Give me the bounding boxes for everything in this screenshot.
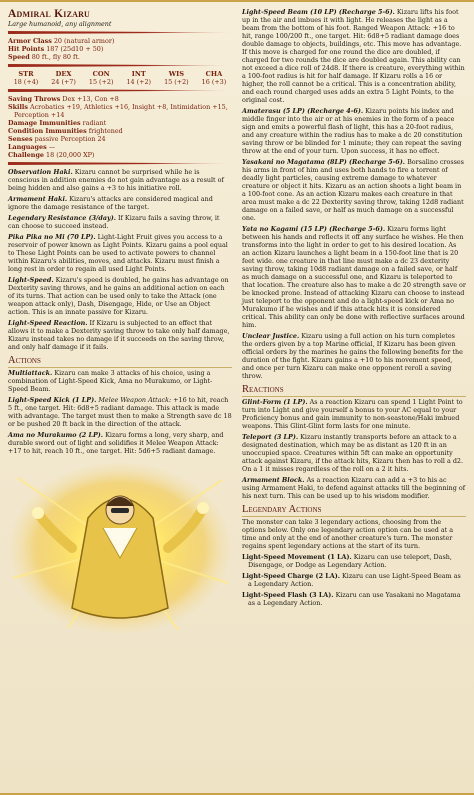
reaction: Armament Block. As a reaction Kizaru can add a +3 to his ac using Armament Haki, to defend against attacks till the beginning of his next turn. This can be used up to his wisdom modifier. — [242, 476, 466, 500]
ability-scores — [8, 70, 232, 86]
action: Yata no Kagami (15 LP) (Recharge 5-6). Kizaru forms light between his hands and reflects it off any surface he wishes. He then transforms into the light in order to get to his desired location. As an action Kizaru launches a light beam in a 150-foot line that is 20 feet wide. one creature in that line must make a dc 23 dexterity saving throw, taking 10d8 radiant damage on a failed save, or half as much damage on a successful one, and Kizaru is teleported to that location. The creature also has to make a dc 20 strength save or be knocked prone. Instead of attacking Kizaru can choose to instead just teleport to the opponent and do a light-speed kick or Ama no Murakumo if he wishes and if this attack hits it is considered critical. This ability can only be done with reflective surfaces around him. — [242, 225, 466, 329]
speed-label: Speed — [8, 53, 30, 61]
reactions — [242, 398, 466, 500]
legendary-action: Light-Speed Flash (3 LA). Kizaru can use Yasakani no Magatama as a Legendary Action. — [242, 591, 461, 607]
monster-name: Admiral Kizaru — [8, 8, 91, 20]
divider — [8, 162, 232, 165]
legendary-intro: The monster can take 3 legendary actions, choosing from the options below. Only one legendary action option can be used at a time and only at the end of another creature's turn. The monster regains spent legendary actions at the start of its turn. — [242, 518, 454, 550]
speed-value: 80 ft., fly 80 ft. — [31, 53, 80, 61]
left-column — [8, 8, 232, 793]
armor-class-label: Armor Class — [8, 37, 52, 45]
basic-stats — [8, 37, 232, 61]
traits — [8, 168, 232, 351]
action: Yasakani no Magatama (8LP) (Recharge 5-6). Borsalino crosses his arms in front of him and uses both hands to fire a torrent of deadly light particles, causing extreme damage to whatever creature or object it hits. Kizaru as an action shoots a light beam in a 100-foot cone. As an action Kizaru makes each creature in that area must make a dc 22 Dexterity saving throw, taking 12d8 radiant damage on a failed save, or half as much damage on a successful one. — [242, 158, 464, 222]
action: Amaterasu (5 LP) (Recharge 4-6). Kizaru points his index and middle finger into the air or at his enemies in the form of a peace sign and emits a powerful flash of light, this has a 20-foot radius, and any creature within the radius has to make a dc 20 constitution saving throw or be blinded for 1 minute; they can repeat the saving throw at the end of your turn. Upon success, it has no effect. — [242, 107, 463, 155]
reaction: Glint-Form (1 LP). As a reaction Kizaru can spend 1 Light Point to turn into Light and give yourself a bonus to your AC equal to your Proficiency bonus and gain immunity to non-seastone/Haki imbued weapons. This Glint-Glint form lasts for one minute. — [242, 398, 463, 430]
kizaru-light-art — [8, 458, 232, 633]
ability-dex: DEX 24 (+7) — [51, 70, 76, 86]
armor-class-value: 20 (natural armor) — [53, 37, 115, 45]
legendary-action: Light-Speed Charge (2 LA). Kizaru can use Light-Speed Beam as a Legendary Action. — [242, 572, 461, 588]
divider — [8, 89, 232, 92]
actions-heading: Actions — [8, 355, 232, 368]
monster-type: Large humanoid, any alignment — [8, 20, 112, 28]
reaction: Teleport (3 LP). Kizaru instantly transports before an attack to a designated destination, which may be as distant as 120 ft in an unoccupied space. Creatures within 5ft can make an opportunity attack against Kizaru, if the attack hits, Kizaru then has to roll a d2. On a 1 it misses regardless of the roll on a 2 it hits. — [242, 433, 464, 473]
trait: Observation Haki. Kizaru cannot be surprised while he is conscious in addition enemies do not gain advantage as a result of being hidden and also gains a +3 to his initiative roll. — [8, 168, 224, 192]
action: Unclear Justice. Kizaru using a full action on his turn completes the orders given by a top Marine official, If Kizaru has been given official orders by the marines he gains the following benefits for the duration of the fight. Kizaru gains a +10 to his movement speed, and once per turn Kizaru can make one opponent reroll a saving throw. — [242, 332, 463, 380]
trait: Legendary Resistance (3/day). If Kizaru fails a saving throw, it can choose to succeed instead. — [8, 214, 220, 230]
action: Ama no Murakumo (2 LP). Kizaru forms a long, very sharp, and durable sword out of light and solidifies it Melee Weapon Attack: +17 to hit, reach 10 ft., one target. Hit: 5d6+5 radiant damage. — [8, 431, 224, 455]
character-illustration — [8, 458, 232, 633]
legendary-actions-heading: Legendary Actions — [242, 504, 466, 517]
ability-con: CON 15 (+2) — [88, 70, 114, 86]
ability-int: INT 14 (+2) — [126, 70, 152, 86]
action: Multiattack. Kizaru can make 3 attacks of his choice, using a combination of Light-Speed Kick, Ama no Murakumo, or Light-Speed Beam. — [8, 369, 213, 393]
ability-wis: WIS 15 (+2) — [164, 70, 189, 86]
properties: Saving Throws Dex +13, Con +8 Skills Acrobatics +19, Athletics +16, Insight +8, Intimidation +15, Perception +14 Damage Immunities radiant Condition Immunities frightened Senses passive Perception 24 Languages — Challenge 18 (20,000 XP) — [8, 95, 228, 159]
divider — [8, 64, 232, 67]
trait: Armament Haki. Kizaru's attacks are considered magical and ignore the damage resistance of the target. — [8, 195, 213, 211]
ability-str: STR 18 (+4) — [13, 70, 39, 86]
hit-points-value: 187 (25d10 + 50) — [46, 45, 104, 53]
trait: Light-Speed. Kizaru's speed is doubled, he gains has advantage on Dexterity saving throws, and he gains an additional action on each of its turns. That action can be used only to take the Attack (one weapon attack only), Dash, Disengage, Hide, or Use an Object action. This is an innate passive for Kizaru. — [8, 276, 229, 316]
trait: Light-Speed Reaction. If Kizaru is subjected to an effect that allows it to make a Dexterity saving throw to take only half damage, Kizaru instead takes no damage if it succeeds on the saving throw, and only half damage if it fails. — [8, 319, 230, 351]
legendary-actions — [242, 518, 466, 607]
reactions-heading: Reactions — [242, 384, 466, 397]
actions-continued — [242, 8, 466, 380]
action: Light-Speed Beam (10 LP) (Recharge 5-6). Kizaru lifts his foot up in the air and imbues it with light. He releases the light as a beam from the bottom of his foot. Ranged Weapon Attack: +16 to hit, range 100/200 ft., one target. Hit: 6d8+5 radiant damage does double damage to objects, buildings, etc. This move has advantage. If this move is charged for one round the dice are doubled, if charged for two rounds the dice are doubled again. This ability can not exceed a dice roll of 24d8. If there is creature, everything within a 100-foot radius is hit for half damage. If Kizaru rolls a 16 or higher, the roll cannot be a critical. This is a concentration ability, and each round charged uses adds an extra 5 Light Points, to the original cost. — [242, 8, 465, 104]
actions — [8, 369, 232, 455]
legendary-action: Light-Speed Movement (1 LA). Kizaru can use teleport, Dash, Disengage, or Dodge as Legendary Action. — [242, 553, 452, 569]
ability-cha: CHA 16 (+3) — [201, 70, 227, 86]
trait: Pika Pika no Mi (70 LP). Light-Light Fruit gives you access to a reservoir of power known as Light Points. Kizaru gains a pool equal to These Light Points can be used to activate powers to channel within Kizaru's abilities, moves, and attacks. Kizaru must finish a long rest in order to regain all used Light Points. — [8, 233, 228, 273]
hit-points-label: Hit Points — [8, 45, 45, 53]
divider — [8, 31, 232, 34]
action: Light-Speed Kick (1 LP). Melee Weapon Attack: +16 to hit, reach 5 ft., one target. Hit: 6d8+5 radiant damage. This attack is made with advantage. The target must then to make a Strength save dc 18 or be pushed 20 ft back in the direction of the attack. — [8, 396, 232, 428]
right-column — [242, 8, 466, 793]
